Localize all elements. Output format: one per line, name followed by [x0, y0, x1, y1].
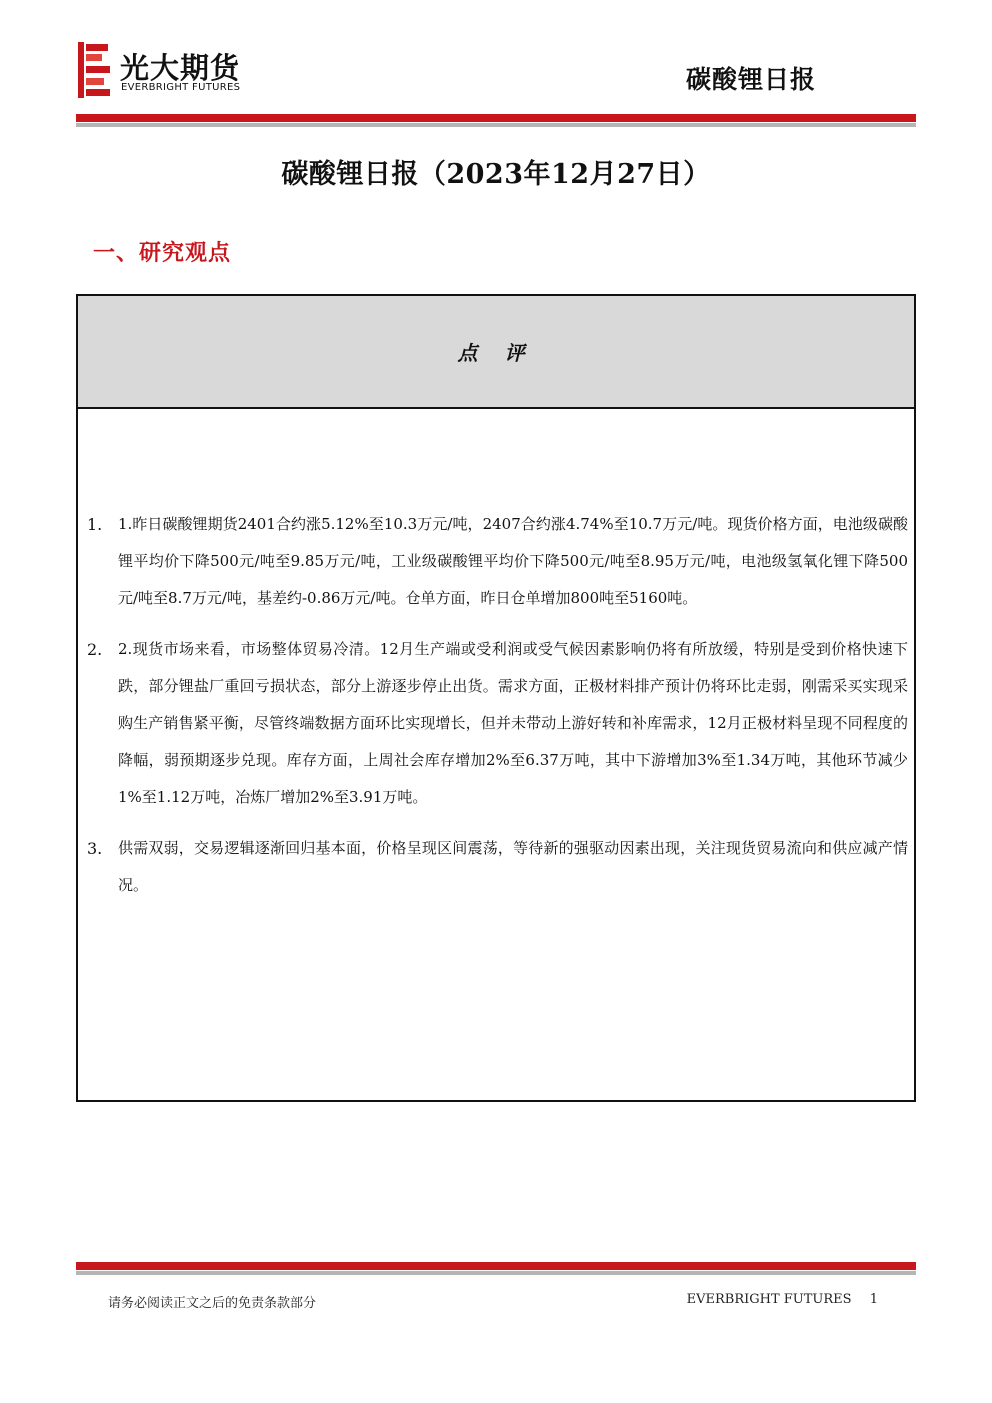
- commentary-panel-header: [78, 296, 914, 409]
- commentary-panel-heading: 点 评: [457, 341, 535, 365]
- list-item-text: 2.现货市场来看，市场整体贸易冷清。12月生产端或受利润或受气候因素影响仍将有所放缓，特别是受到价格快速下跌，部分锂盐厂重回亏损状态，部分上游逐步停止出货。需求方面，正极材料排产预计仍将环比走弱，刚需采买实现采购生产销售紧平衡，尽管终端数据方面环比实现增长，但并未带动上游好转和补库需求，12月正极材料呈现不同程度的降幅，弱预期逐步兑现。库存方面，上周社会库存增加2%至6.37万吨，其中下游增加3%至1.34万吨，其他环节减少1%至1.12万吨，冶炼厂增加2%至3.91万吨。: [118, 640, 908, 806]
- viewpoint-list: [78, 506, 914, 918]
- list-item-text: 供需双弱，交易逻辑逐渐回归基本面，价格呈现区间震荡，等待新的强驱动因素出现，关注现货贸易流向和供应减产情况。: [118, 839, 908, 894]
- list-item-text: 1.昨日碳酸锂期货2401合约涨5.12%至10.3万元/吨，2407合约涨4.74%至10.7万元/吨。现货价格方面，电池级碳酸锂平均价下降500元/吨至9.85万元/吨，工业级碳酸锂平均价下降500元/吨至8.95万元/吨，电池级氢氧化锂下降500元/吨至8.7万元/吨，基差约-0.86万元/吨。仓单方面，昨日仓单增加800吨至5160吨。: [118, 515, 908, 607]
- everbright-logo-icon: [78, 42, 112, 98]
- list-item-number: 1.: [87, 515, 103, 534]
- list-item: [78, 631, 914, 816]
- header-grey-rule: [76, 123, 916, 127]
- list-item: [78, 830, 914, 904]
- footer-disclaimer: 请务必阅读正文之后的免责条款部分: [108, 1296, 317, 1311]
- commentary-panel: [76, 294, 916, 1102]
- footer-grey-rule: [76, 1271, 916, 1275]
- logo-text-cn: 光大期货: [120, 51, 241, 85]
- header-red-rule: [76, 114, 916, 122]
- footer-red-rule: [76, 1262, 916, 1270]
- list-item-number: 2.: [87, 640, 103, 659]
- footer-brand: EVERBRIGHT FUTURES: [686, 1292, 852, 1307]
- list-item-number: 3.: [87, 839, 103, 858]
- page-number: 1: [869, 1292, 878, 1307]
- company-logo: [78, 42, 298, 100]
- footer-brand-block: [687, 1292, 878, 1307]
- report-name: 碳酸锂日报: [685, 65, 816, 94]
- document-title: 碳酸锂日报（2023年12月27日）: [281, 159, 711, 190]
- section-heading: 一、研究观点: [93, 240, 232, 266]
- logo-text-en: EVERBRIGHT FUTURES: [121, 82, 241, 93]
- list-item: [78, 506, 914, 617]
